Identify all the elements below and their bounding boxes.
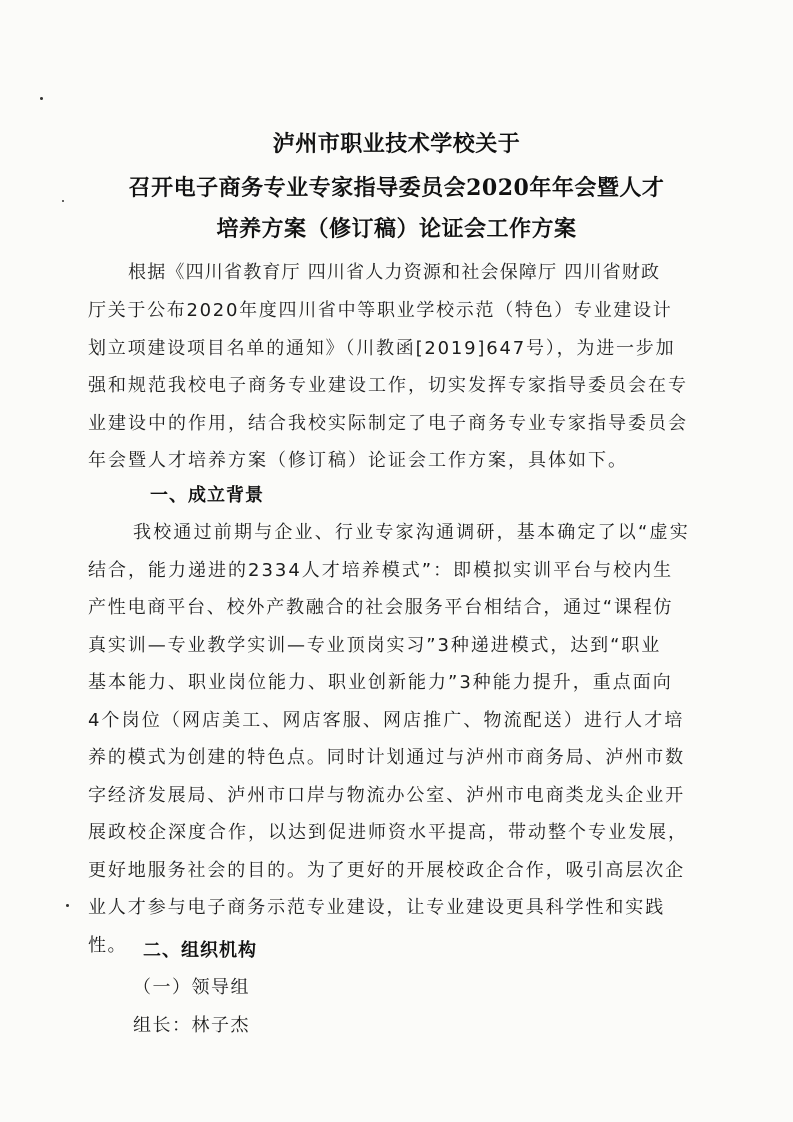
background-paragraph-line: 养的模式为创建的特色点。同时计划通过与泸州市商务局、泸州市数	[88, 747, 685, 768]
scan-speck	[66, 904, 69, 907]
document-title-line-2: 召开电子商务专业专家指导委员会2020年年会暨人才	[128, 175, 665, 201]
background-paragraph-line: 基本能力、职业岗位能力、职业创新能力”3种能力提升，重点面向	[88, 672, 673, 693]
scan-speck	[40, 97, 43, 100]
background-paragraph-line: 业人才参与电子商务示范专业建设，让专业建设更具科学性和实践	[88, 897, 666, 918]
section-heading-organization: 二、组织机构	[143, 940, 257, 961]
background-paragraph-line: 性。	[88, 935, 127, 956]
background-paragraph-line: 结合，能力递进的2334人才培养模式”：即模拟实训平台与校内生	[88, 560, 674, 581]
group-leader-line: 组长：林子杰	[133, 1015, 250, 1036]
intro-paragraph-line: 年会暨人才培养方案（修订稿）论证会工作方案，具体如下。	[88, 450, 628, 471]
intro-paragraph-line: 根据《四川省教育厅 四川省人力资源和社会保障厅 四川省财政	[128, 262, 661, 283]
background-paragraph-line: 更好地服务社会的目的。为了更好的开展校政企合作，吸引高层次企	[88, 860, 685, 881]
background-paragraph-line: 产性电商平台、校外产教融合的社会服务平台相结合，通过“课程仿	[88, 597, 674, 618]
intro-paragraph-line: 业建设中的作用，结合我校实际制定了电子商务专业专家指导委员会	[88, 413, 688, 434]
background-paragraph-line: 真实训—专业教学实训—专业顶岗实习”3种递进模式，达到“职业	[88, 635, 662, 656]
background-paragraph-line: 我校通过前期与企业、行业专家沟通调研，基本确定了以“虚实	[133, 522, 690, 543]
background-paragraph-line: 字经济发展局、泸州市口岸与物流办公室、泸州市电商类龙头企业开	[88, 785, 685, 806]
intro-paragraph-line: 划立项建设项目名单的通知》（川教函[2019]647号），为进一步加	[88, 338, 676, 359]
subheading-leadership-group: （一）领导组	[133, 977, 250, 998]
section-heading-background: 一、成立背景	[150, 485, 264, 506]
background-paragraph-line: 展政校企深度合作，以达到促进师资水平提高，带动整个专业发展，	[88, 822, 688, 843]
intro-paragraph-line: 厅关于公布2020年度四川省中等职业学校示范（特色）专业建设计	[88, 300, 673, 321]
document-title-line-3: 培养方案（修订稿）论证会工作方案	[216, 216, 577, 242]
intro-paragraph-line: 强和规范我校电子商务专业建设工作，切实发挥专家指导委员会在专	[88, 375, 688, 396]
document-title-line-1: 泸州市职业技术学校关于	[272, 131, 521, 157]
background-paragraph-line: 4个岗位（网店美工、网店客服、网店推广、物流配送）进行人才培	[88, 710, 685, 731]
